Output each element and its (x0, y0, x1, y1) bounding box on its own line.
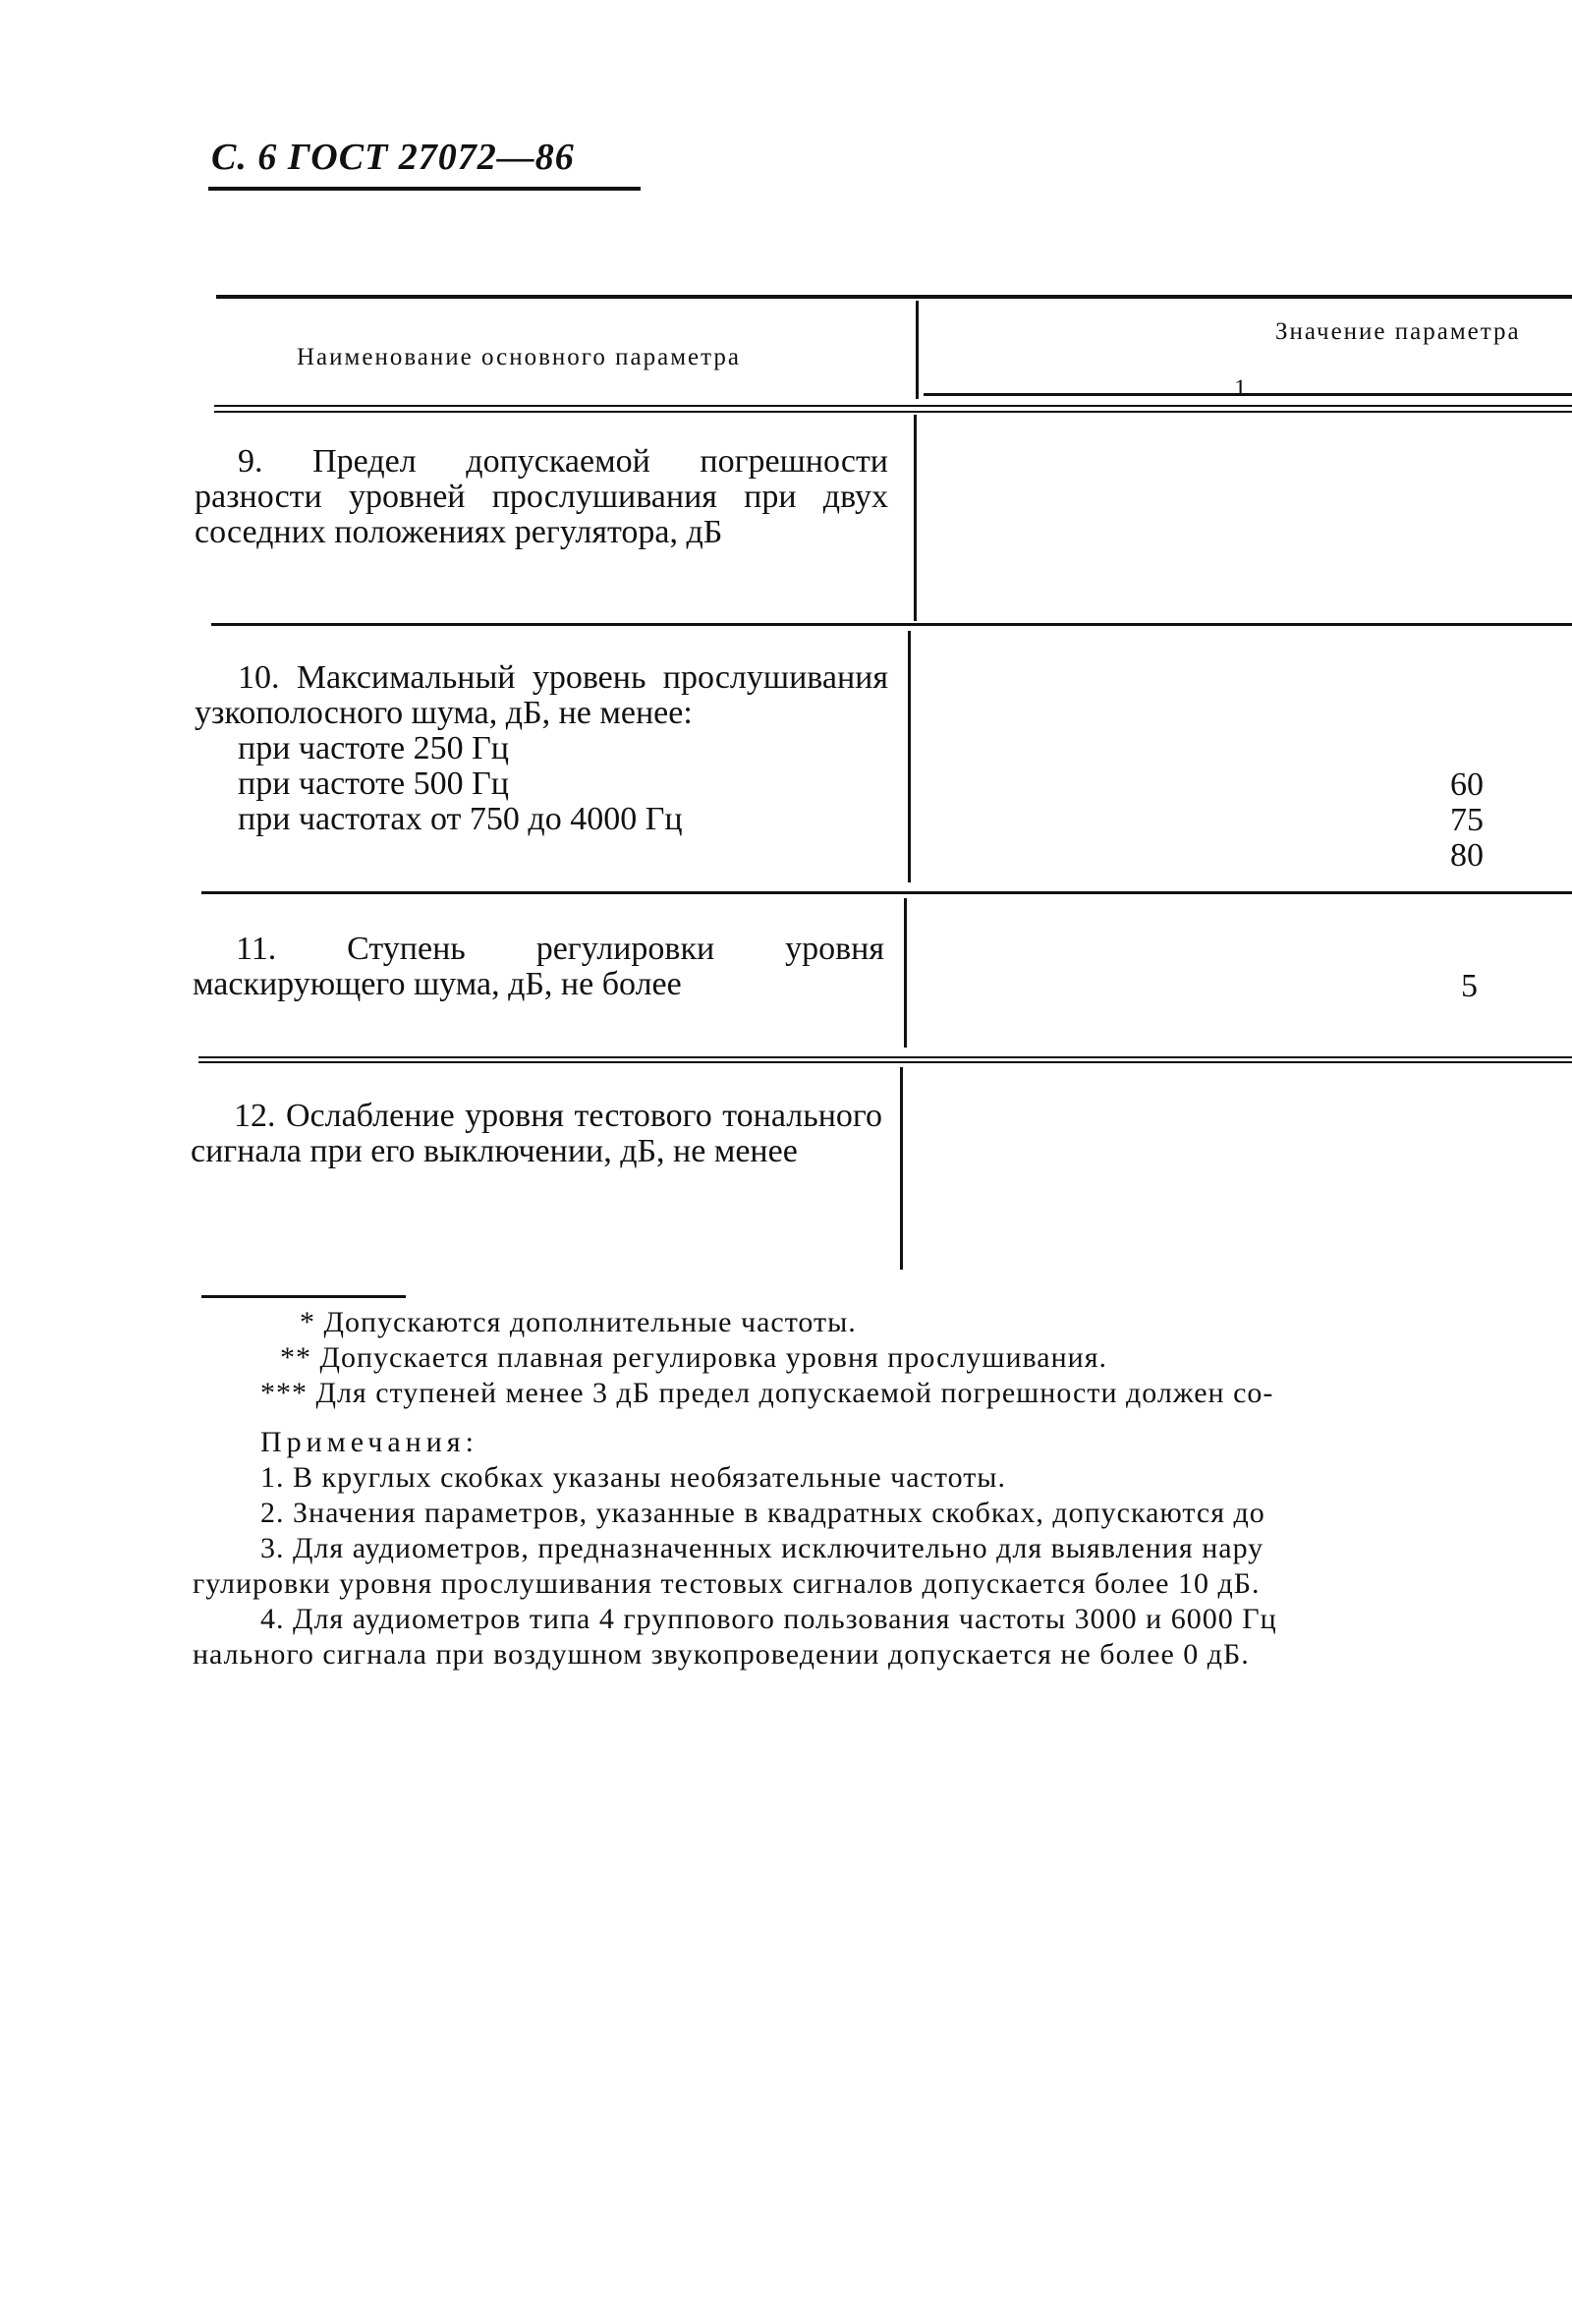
col-value-subheader: 1 (1234, 375, 1249, 402)
note-line: нального сигнала при воздушном звукопроведении допускается не более 0 дБ. (193, 1638, 1250, 1671)
row-11-text: 11. Ступень регулировки уровня маскирующего шума, дБ, не более (193, 931, 884, 1002)
footnote-1: * Допускаются дополнительные частоты. (300, 1306, 857, 1338)
header-bottom-rule-2 (214, 411, 1572, 413)
row-11-value: 5 (1461, 968, 1478, 1004)
header-underline (208, 187, 641, 191)
row-divider-10 (201, 891, 1572, 894)
note-line: гулировки уровня прослушивания тестовых сигналов допускается более 10 дБ. (193, 1567, 1261, 1600)
row-10-subitem: при частоте 500 Гц (238, 765, 509, 802)
col-name-header: Наименование основного параметра (297, 344, 741, 370)
table-row-11 (193, 932, 884, 1002)
page-header: С. 6 ГОСТ 27072—86 (211, 137, 575, 178)
row-10-value: 80 (1450, 837, 1484, 874)
table-top-rule (216, 295, 1572, 299)
note-line: 4. Для аудиометров типа 4 группового пользования частоты 3000 и 6000 Гц (260, 1603, 1277, 1635)
footnote-separator (201, 1295, 406, 1298)
col-value-header: Значение параметра (1275, 318, 1521, 345)
row-divider-11-b (198, 1061, 1572, 1063)
table-row-10 (195, 660, 888, 837)
row-divider-11-a (198, 1056, 1572, 1058)
footnote-2: ** Допускается плавная регулировка уровня прослушивания. (280, 1341, 1108, 1374)
column-divider-row10 (908, 631, 911, 882)
column-divider-row11 (904, 898, 907, 1048)
row-10-subitem: при частотах от 750 до 4000 Гц (238, 801, 683, 837)
column-divider-row12 (900, 1067, 903, 1270)
row-10-subitem: при частоте 250 Гц (238, 730, 509, 766)
table-row-12 (191, 1099, 882, 1169)
row-divider-9 (211, 623, 1572, 626)
row-12-text: 12. Ослабление уровня тестового тонального сигнала при его выключении, дБ, не менее (191, 1098, 882, 1169)
footnote-3: *** Для ступеней менее 3 дБ предел допускаемой погрешности должен со- (260, 1377, 1274, 1409)
note-line: 2. Значения параметров, указанные в квадратных скобках, допускаются до (260, 1497, 1265, 1529)
column-divider-header (916, 301, 919, 399)
notes-title: Примечания: (260, 1426, 478, 1458)
note-line: 1. В круглых скобках указаны необязательные частоты. (260, 1461, 1006, 1494)
row-10-value: 75 (1450, 802, 1484, 838)
row-10-text: 10. Максимальный уровень прослушивания узкополосного шума, дБ, не менее: (195, 659, 888, 731)
table-row-9 (195, 444, 888, 550)
row-9-text: 9. Предел допускаемой погрешности разности уровней прослушивания при двух соседних положениях регулятора, дБ (195, 443, 888, 550)
note-line: 3. Для аудиометров, предназначенных исключительно для выявления нару (260, 1532, 1264, 1564)
column-divider-row9 (914, 415, 917, 621)
row-10-value: 60 (1450, 766, 1484, 803)
header-bottom-rule-1 (214, 405, 1572, 407)
